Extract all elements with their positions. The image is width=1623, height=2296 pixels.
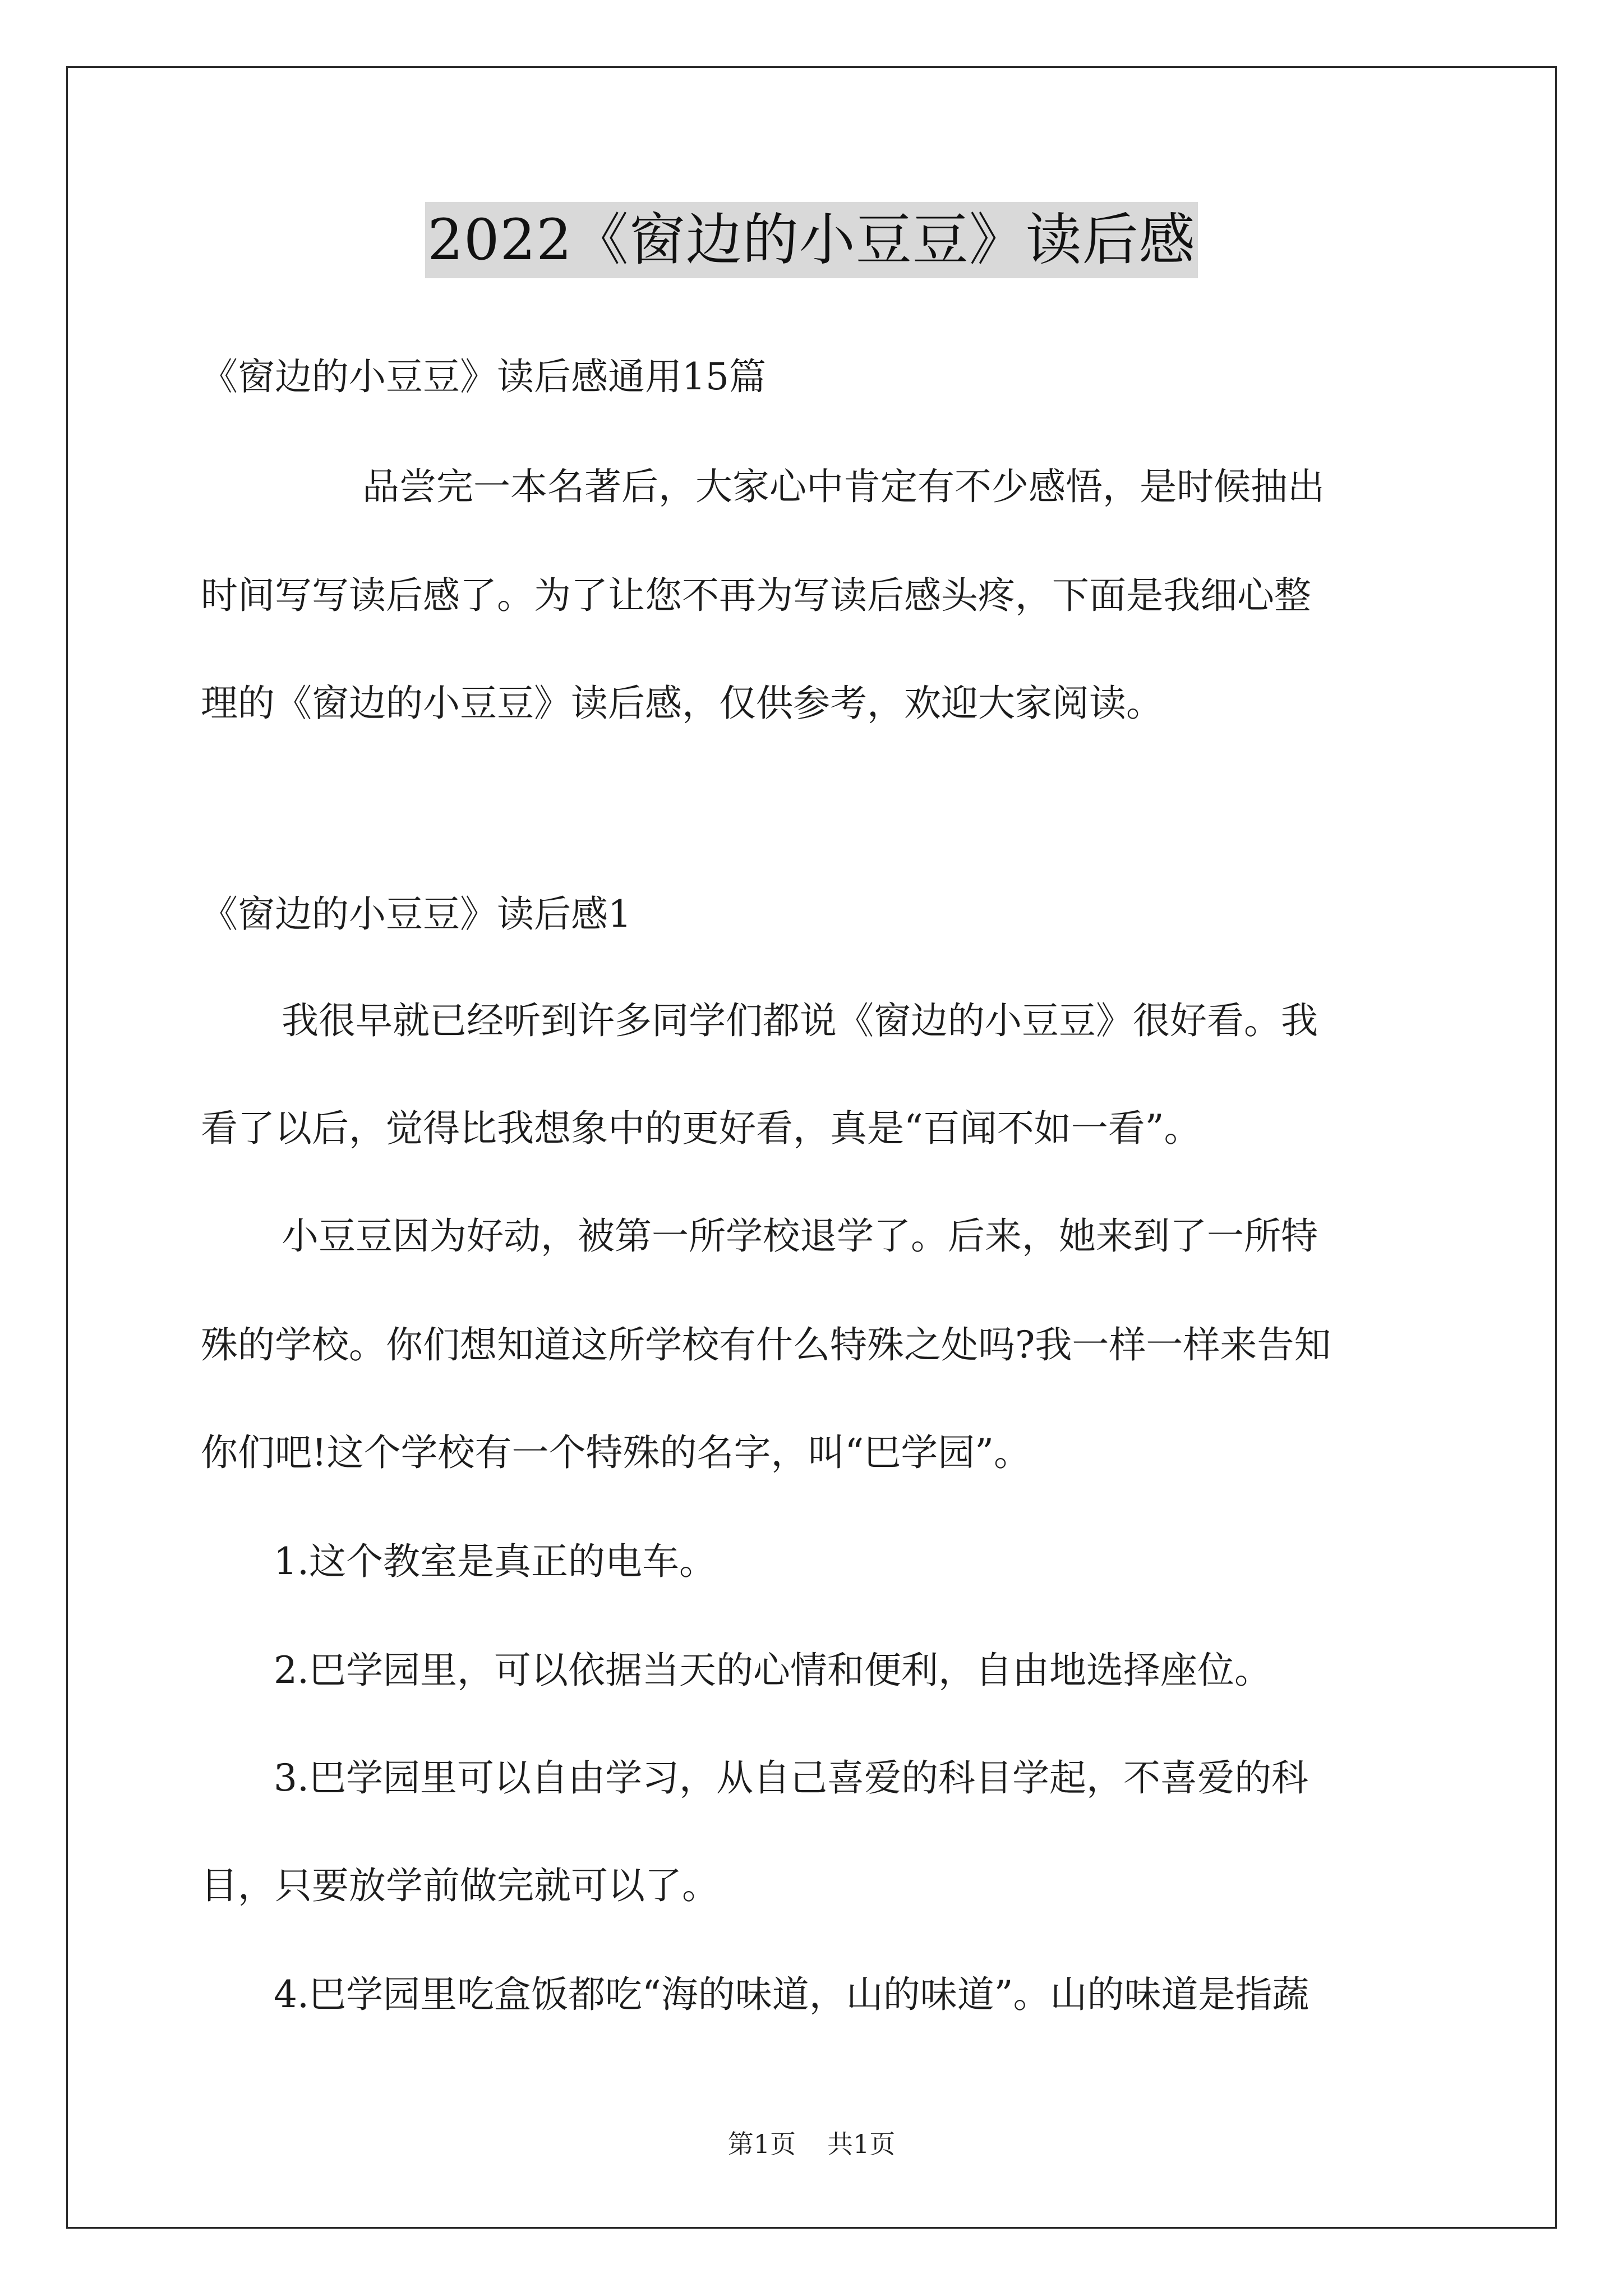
list-item-2: 2.巴学园里，可以依据当天的心情和便利，自由地选择座位。 bbox=[274, 1649, 1271, 1692]
intro-line-3: 理的《窗边的小豆豆》读后感，仅供参考，欢迎大家阅读。 bbox=[201, 682, 1163, 725]
list-item-1: 1.这个教室是真正的电车。 bbox=[274, 1540, 716, 1583]
list-item-3: 3.巴学园里可以自由学习，从自己喜爱的科目学起，不喜爱的科 bbox=[274, 1756, 1308, 1800]
title-container bbox=[0, 202, 1623, 278]
page-number: 第1页 bbox=[727, 2129, 796, 2159]
document-subtitle: 《窗边的小豆豆》读后感通用15篇 bbox=[201, 355, 766, 398]
body-line-5: 你们吧!这个学校有一个特殊的名字，叫“巴学园”。 bbox=[201, 1431, 1031, 1474]
page-footer bbox=[0, 2127, 1623, 2161]
intro-line-2: 时间写写读后感了。为了让您不再为写读后感头疼，下面是我细心整 bbox=[201, 574, 1311, 617]
document-title: 2022《窗边的小豆豆》读后感 bbox=[425, 202, 1198, 278]
body-line-3: 小豆豆因为好动，被第一所学校退学了。后来，她来到了一所特 bbox=[282, 1214, 1318, 1258]
section-heading: 《窗边的小豆豆》读后感1 bbox=[201, 892, 631, 936]
body-line-2: 看了以后，觉得比我想象中的更好看，真是“百闻不如一看”。 bbox=[201, 1107, 1201, 1150]
body-line-4: 殊的学校。你们想知道这所学校有什么特殊之处吗?我一样一样来告知 bbox=[201, 1323, 1331, 1366]
list-item-3-continued: 目，只要放学前做完就可以了。 bbox=[201, 1864, 719, 1907]
intro-line-1: 品尝完一本名著后，大家心中肯定有不少感悟，是时候抽出 bbox=[362, 465, 1325, 508]
list-item-4: 4.巴学园里吃盒饭都吃“海的味道，山的味道”。山的味道是指蔬 bbox=[274, 1973, 1310, 2016]
body-line-1: 我很早就已经听到许多同学们都说《窗边的小豆豆》很好看。我 bbox=[282, 999, 1318, 1042]
page-total: 共1页 bbox=[827, 2129, 896, 2159]
